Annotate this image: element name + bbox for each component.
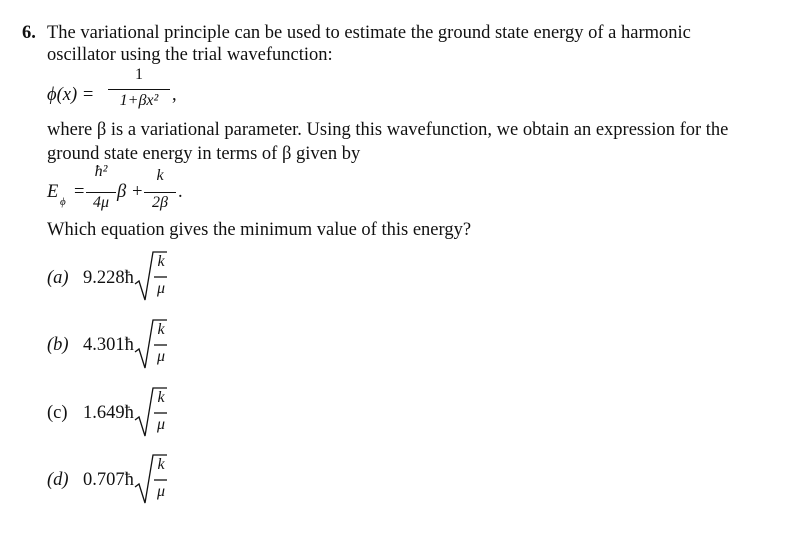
option-numerator: k bbox=[157, 253, 165, 270]
option-label: (b) bbox=[47, 335, 69, 355]
option-denominator: μ bbox=[156, 280, 166, 297]
question-line-3: where β is a variational parameter. Using this wavefunction, we obtain an expression for the bbox=[47, 120, 729, 140]
energy-den-2: 2β bbox=[152, 194, 168, 211]
energy-equals: = bbox=[74, 182, 85, 202]
option-denominator: μ bbox=[156, 416, 166, 433]
question-line-5: Which equation gives the minimum value of this energy? bbox=[47, 220, 472, 240]
question-line-4: ground state energy in terms of β given by bbox=[47, 144, 361, 164]
option-coefficient: 4.301ħ bbox=[83, 335, 134, 355]
option-denominator: μ bbox=[156, 348, 166, 365]
trial-fraction-bar bbox=[108, 89, 170, 90]
energy-num-1: ħ² bbox=[94, 163, 108, 180]
option-coefficient: 9.228ħ bbox=[83, 268, 134, 288]
option-label: (a) bbox=[47, 268, 69, 288]
option-numerator: k bbox=[157, 389, 165, 406]
trial-denominator: 1+βx² bbox=[119, 92, 159, 109]
option-numerator: k bbox=[157, 456, 165, 473]
energy-den-1: 4μ bbox=[92, 194, 110, 211]
energy-subscript: ϕ bbox=[60, 196, 66, 208]
option-numerator: k bbox=[157, 321, 165, 338]
energy-num-2: k bbox=[156, 167, 164, 184]
option-label: (c) bbox=[47, 403, 68, 423]
option-coefficient: 0.707ħ bbox=[83, 470, 134, 490]
energy-end: . bbox=[178, 182, 183, 202]
trial-lhs: ϕ(x) = bbox=[47, 85, 95, 105]
option-label: (d) bbox=[47, 470, 69, 490]
trial-numerator: 1 bbox=[135, 66, 143, 83]
trial-end: , bbox=[172, 85, 177, 105]
question-line-1: The variational principle can be used to estimate the ground state energy of a harmonic bbox=[47, 23, 691, 43]
question-number: 6. bbox=[22, 23, 36, 43]
energy-mid: β + bbox=[117, 182, 144, 202]
option-denominator: μ bbox=[156, 483, 166, 500]
option-coefficient: 1.649ħ bbox=[83, 403, 134, 423]
energy-lhs: E bbox=[47, 182, 59, 202]
question-line-2: oscillator using the trial wavefunction: bbox=[47, 45, 333, 65]
